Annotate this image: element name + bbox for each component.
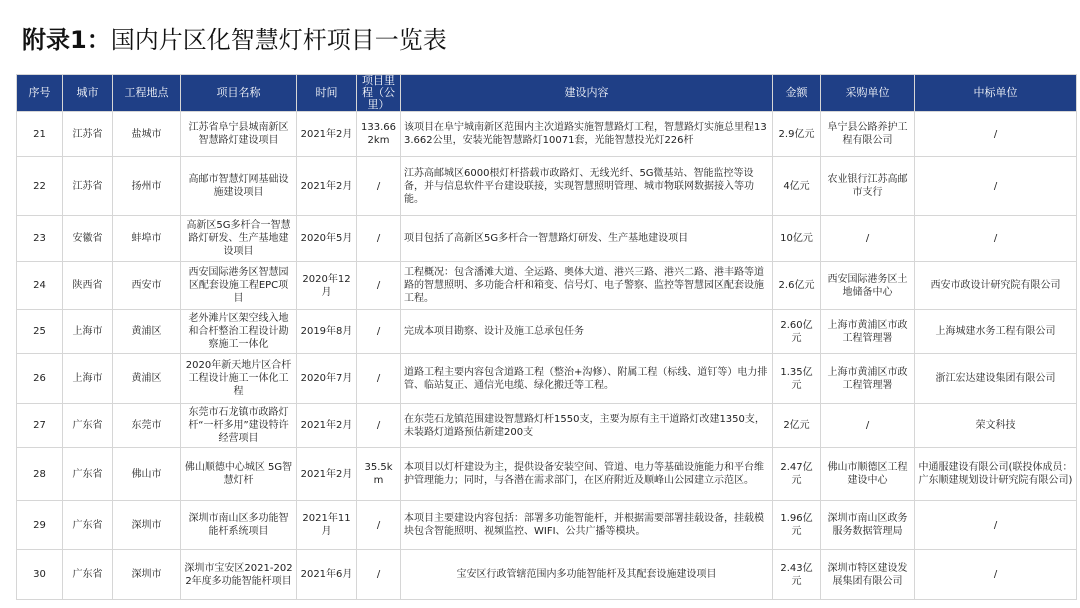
cell-content: 本项目以灯杆建设为主，提供设备安装空间、管道、电力等基础设施能力和平台维护管理能力；同时，与各潜在需求部门，在区府附近及顺峰山公园建立示范区。 <box>401 448 773 501</box>
header-winner: 中标单位 <box>915 75 1077 112</box>
cell-site: 黄浦区 <box>113 310 181 354</box>
cell-amount: 1.96亿元 <box>773 501 821 550</box>
cell-mileage: / <box>357 354 401 404</box>
cell-buyer: 阜宁县公路养护工程有限公司 <box>821 112 915 157</box>
cell-site: 东莞市 <box>113 404 181 448</box>
cell-city: 江苏省 <box>63 157 113 216</box>
cell-content: 项目包括了高新区5G多杆合一智慧路灯研发、生产基地建设项目 <box>401 216 773 262</box>
table-row <box>17 262 1077 310</box>
cell-site: 深圳市 <box>113 550 181 600</box>
cell-mileage: / <box>357 310 401 354</box>
cell-site: 扬州市 <box>113 157 181 216</box>
cell-mileage: / <box>357 157 401 216</box>
cell-seq: 22 <box>17 157 63 216</box>
header-mileage: 项目里程（公里） <box>357 75 401 112</box>
cell-site: 西安市 <box>113 262 181 310</box>
cell-time: 2021年2月 <box>297 448 357 501</box>
cell-seq: 30 <box>17 550 63 600</box>
cell-buyer: / <box>821 404 915 448</box>
cell-winner: / <box>915 216 1077 262</box>
table-row <box>17 112 1077 157</box>
cell-winner: 浙江宏达建设集团有限公司 <box>915 354 1077 404</box>
cell-seq: 24 <box>17 262 63 310</box>
table-row <box>17 550 1077 600</box>
cell-amount: 1.35亿元 <box>773 354 821 404</box>
header-site: 工程地点 <box>113 75 181 112</box>
cell-site: 蚌埠市 <box>113 216 181 262</box>
header-city: 城市 <box>63 75 113 112</box>
header-time: 时间 <box>297 75 357 112</box>
cell-winner: 上海城建水务工程有限公司 <box>915 310 1077 354</box>
cell-amount: 2.6亿元 <box>773 262 821 310</box>
cell-content: 本项目主要建设内容包括：部署多功能智能杆，并根据需要部署挂载设备，挂载模块包含智能照明、视频监控、WIFI、公共广播等模块。 <box>401 501 773 550</box>
cell-buyer: 西安国际港务区土地储备中心 <box>821 262 915 310</box>
title-prefix: 附录1： <box>22 26 111 54</box>
cell-seq: 29 <box>17 501 63 550</box>
cell-mileage: / <box>357 550 401 600</box>
cell-buyer: 深圳市特区建设发展集团有限公司 <box>821 550 915 600</box>
cell-mileage: 35.5km <box>357 448 401 501</box>
header-content: 建设内容 <box>401 75 773 112</box>
cell-mileage: / <box>357 262 401 310</box>
cell-winner: 中通服建设有限公司(联投体成员：广东顺建规划设计研究院有限公司) <box>915 448 1077 501</box>
cell-amount: 2.47亿元 <box>773 448 821 501</box>
table-row <box>17 157 1077 216</box>
cell-city: 广东省 <box>63 501 113 550</box>
cell-content: 道路工程主要内容包含道路工程（整治+沟修）、附属工程（标线、道钉等）电力排管、临站复正、通信光电缆、绿化搬迁等工程。 <box>401 354 773 404</box>
cell-name: 高邮市智慧灯网基础设施建设项目 <box>181 157 297 216</box>
cell-seq: 27 <box>17 404 63 448</box>
cell-name: 深圳市宝安区2021-2022年度多功能智能杆项目 <box>181 550 297 600</box>
cell-winner: 西安市政设计研究院有限公司 <box>915 262 1077 310</box>
cell-time: 2021年6月 <box>297 550 357 600</box>
cell-amount: 10亿元 <box>773 216 821 262</box>
title-text: 国内片区化智慧灯杆项目一览表 <box>110 26 447 54</box>
cell-seq: 28 <box>17 448 63 501</box>
table-row <box>17 448 1077 501</box>
header-buyer: 采购单位 <box>821 75 915 112</box>
cell-mileage: 133.662km <box>357 112 401 157</box>
table-row <box>17 354 1077 404</box>
cell-seq: 23 <box>17 216 63 262</box>
cell-amount: 4亿元 <box>773 157 821 216</box>
cell-name: 西安国际港务区智慧园区配套设施工程EPC项目 <box>181 262 297 310</box>
cell-seq: 26 <box>17 354 63 404</box>
cell-name: 2020年新天地片区合杆工程设计施工一体化工程 <box>181 354 297 404</box>
cell-buyer: 农业银行江苏高邮市支行 <box>821 157 915 216</box>
cell-city: 上海市 <box>63 310 113 354</box>
table-row <box>17 404 1077 448</box>
cell-winner: / <box>915 112 1077 157</box>
cell-time: 2021年2月 <box>297 112 357 157</box>
cell-seq: 25 <box>17 310 63 354</box>
cell-name: 江苏省阜宁县城南新区智慧路灯建设项目 <box>181 112 297 157</box>
cell-mileage: / <box>357 404 401 448</box>
cell-content: 在东莞石龙镇范围建设智慧路灯杆1550支，主要为原有主干道路灯改建1350支，未装路灯道路预估新建200支 <box>401 404 773 448</box>
cell-city: 广东省 <box>63 404 113 448</box>
cell-time: 2021年2月 <box>297 157 357 216</box>
cell-city: 陕西省 <box>63 262 113 310</box>
page-title <box>22 22 447 58</box>
cell-buyer: 佛山市顺德区工程建设中心 <box>821 448 915 501</box>
cell-time: 2019年8月 <box>297 310 357 354</box>
cell-city: 安徽省 <box>63 216 113 262</box>
cell-site: 佛山市 <box>113 448 181 501</box>
cell-buyer: 上海市黄浦区市政工程管理署 <box>821 354 915 404</box>
cell-time: 2020年5月 <box>297 216 357 262</box>
cell-time: 2020年7月 <box>297 354 357 404</box>
cell-content: 江苏高邮城区6000根灯杆搭载市政路灯、无线光纤、5G微基站、智能监控等设备，并与信息软件平台建设联接，实现智慧照明管理、城市物联网数据接入等功能。 <box>401 157 773 216</box>
cell-name: 老外滩片区架空线入地和合杆整治工程设计勘察施工一体化 <box>181 310 297 354</box>
cell-mileage: / <box>357 216 401 262</box>
cell-amount: 2.9亿元 <box>773 112 821 157</box>
table-row <box>17 216 1077 262</box>
cell-seq: 21 <box>17 112 63 157</box>
table-header-row <box>17 75 1077 112</box>
cell-content: 该项目在阜宁城南新区范围内主次道路实施智慧路灯工程，智慧路灯实施总里程133.662公里，安装光能智慧路灯10071套，光能智慧投光灯226杆 <box>401 112 773 157</box>
cell-buyer: 上海市黄浦区市政工程管理署 <box>821 310 915 354</box>
cell-content: 工程概况：包含潘滩大道、全运路、奥体大道、港兴三路、港兴二路、港丰路等道路的智慧照明、多功能合杆和箱变、信号灯、电子警察、监控等智慧园区配套设施工程。 <box>401 262 773 310</box>
cell-name: 深圳市南山区多功能智能杆系统项目 <box>181 501 297 550</box>
cell-time: 2021年11月 <box>297 501 357 550</box>
cell-site: 盐城市 <box>113 112 181 157</box>
cell-city: 上海市 <box>63 354 113 404</box>
cell-content: 宝安区行政管辖范围内多功能智能杆及其配套设施建设项目 <box>401 550 773 600</box>
cell-amount: 2.43亿元 <box>773 550 821 600</box>
cell-winner: / <box>915 501 1077 550</box>
cell-buyer: / <box>821 216 915 262</box>
header-seq: 序号 <box>17 75 63 112</box>
header-amount: 金额 <box>773 75 821 112</box>
cell-buyer: 深圳市南山区政务服务数据管理局 <box>821 501 915 550</box>
cell-city: 江苏省 <box>63 112 113 157</box>
cell-site: 黄浦区 <box>113 354 181 404</box>
cell-name: 佛山顺德中心城区 5G智慧灯杆 <box>181 448 297 501</box>
cell-time: 2020年12月 <box>297 262 357 310</box>
cell-city: 广东省 <box>63 448 113 501</box>
cell-city: 广东省 <box>63 550 113 600</box>
cell-site: 深圳市 <box>113 501 181 550</box>
cell-content: 完成本项目勘察、设计及施工总承包任务 <box>401 310 773 354</box>
cell-mileage: / <box>357 501 401 550</box>
cell-amount: 2亿元 <box>773 404 821 448</box>
cell-name: 高新区5G多杆合一智慧路灯研发、生产基地建设项目 <box>181 216 297 262</box>
cell-winner: 荣文科技 <box>915 404 1077 448</box>
table-row <box>17 310 1077 354</box>
header-name: 项目名称 <box>181 75 297 112</box>
cell-time: 2021年2月 <box>297 404 357 448</box>
cell-winner: / <box>915 157 1077 216</box>
project-table <box>16 74 1077 600</box>
table-row <box>17 501 1077 550</box>
cell-name: 东莞市石龙镇市政路灯杆“一杆多用”建设特许经营项目 <box>181 404 297 448</box>
cell-winner: / <box>915 550 1077 600</box>
cell-amount: 2.60亿元 <box>773 310 821 354</box>
